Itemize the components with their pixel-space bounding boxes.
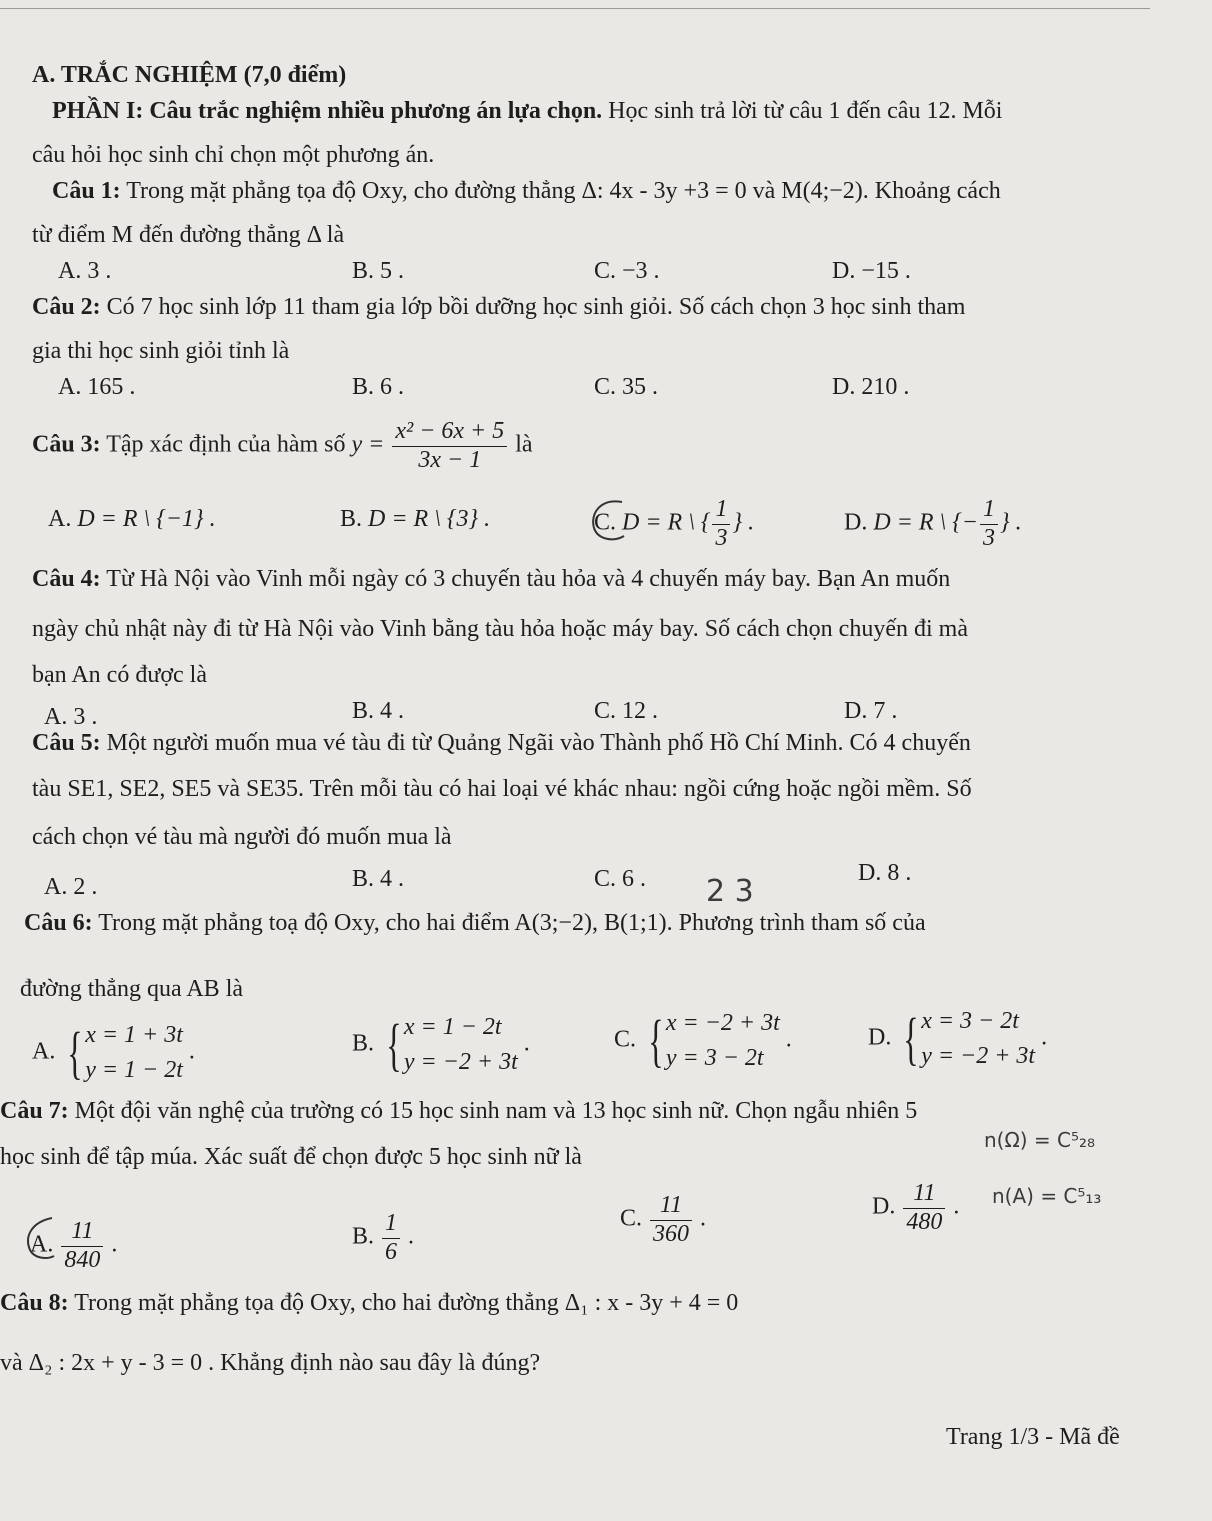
q4-option-b: B. 4 . <box>352 698 405 724</box>
question-2-label: Câu 2: <box>32 294 101 320</box>
brace-icon: { <box>67 1019 83 1085</box>
question-5-text-3: cách chọn vé tàu mà người đó muốn mua là <box>32 824 452 850</box>
q3-option-c-circle-mark <box>586 496 632 546</box>
q3-option-c-pre: D = R \ { <box>622 509 711 536</box>
q6-option-c-system <box>642 1006 780 1076</box>
q3-option-d-label: D. <box>844 509 868 536</box>
q7-option-a-circle-mark <box>20 1214 60 1264</box>
q7-option-b-label: B. <box>352 1223 375 1250</box>
q7-option-a-label: A. <box>30 1231 54 1258</box>
question-8-label: Câu 8: <box>0 1290 69 1316</box>
q7-option-a-fraction <box>61 1218 103 1274</box>
q3-option-d-pre: D = R \ {− <box>873 509 978 536</box>
question-4 <box>32 566 950 593</box>
q3-option-b <box>340 506 490 533</box>
q1-option-b: B. 5 . <box>352 258 405 284</box>
q3-option-b-label: B. <box>340 506 363 532</box>
question-2-text-1: Có 7 học sinh lớp 11 tham gia lớp bồi dưỡng học sinh giỏi. Số cách chọn 3 học sinh tham <box>100 294 966 320</box>
question-3 <box>32 418 533 474</box>
question-4-label: Câu 4: <box>32 566 101 592</box>
q6-option-a: A. { x = 1 + 3t y = 1 − 2t . <box>32 1018 195 1088</box>
q7-option-d: D. $\frac{11}{480}$ . <box>872 1180 960 1235</box>
q7-option-d-label: D. <box>872 1193 896 1220</box>
question-4-text-1: Từ Hà Nội vào Vinh mỗi ngày có 3 chuyến tàu hỏa và 4 chuyến máy bay. Bạn An muốn <box>100 566 951 592</box>
q3-option-c-den: 3 <box>715 524 728 551</box>
page-footer: Trang 1/3 - Mã đề <box>946 1424 1120 1450</box>
q6-option-b-system <box>380 1010 518 1080</box>
q6-option-a-line-2: y = 1 − 2t <box>85 1056 183 1083</box>
q6-option-c-line-1: x = −2 + 3t <box>665 1010 780 1036</box>
q4-option-a: A. 3 . <box>44 704 98 730</box>
question-8-text-2: và Δ₂ : 2x + y - 3 = 0 . Khẳng định nào sau đây là đúng? <box>0 1350 541 1376</box>
question-7-text-2: học sinh để tập múa. Xác suất để chọn được 5 học sinh nữ là <box>0 1144 582 1170</box>
q1-option-a: A. 3 . <box>58 258 112 284</box>
q6-option-d-label: D. <box>868 1024 892 1051</box>
q7-option-b-num: 1 <box>382 1210 400 1239</box>
question-8 <box>0 1290 738 1317</box>
brace-icon: { <box>648 1007 664 1073</box>
q6-option-c-line-2: y = 3 − 2t <box>665 1044 764 1071</box>
q3-option-c-post: } . <box>732 509 755 536</box>
brace-icon: { <box>386 1011 402 1077</box>
q7-option-b-den: 6 <box>385 1238 398 1265</box>
question-3-la: là <box>509 431 533 458</box>
q6-option-d: D. { x = 3 − 2t y = −2 + 3t . <box>868 1004 1047 1074</box>
q5-option-b: B. 4 . <box>352 866 405 892</box>
q6-option-a-system <box>61 1018 183 1088</box>
question-6-text-2: đường thẳng qua AB là <box>20 976 244 1002</box>
q2-option-d: D. 210 . <box>832 374 910 400</box>
q3-option-b-text: D = R \ {3} . <box>368 506 491 532</box>
q7-option-c: C. $\frac{11}{360}$ . <box>620 1192 707 1247</box>
q7-option-a: A. $\frac{11}{840}$ . <box>30 1218 118 1273</box>
question-6 <box>24 910 926 937</box>
question-8-text-1: Trong mặt phẳng tọa độ Oxy, cho hai đường thẳng Δ₁ : x - 3y + 4 = 0 <box>68 1290 739 1316</box>
question-5-text-1: Một người muốn mua vé tàu đi từ Quảng Ngãi vào Thành phố Hồ Chí Minh. Có 4 chuyến <box>100 730 971 756</box>
q7-option-a-num: 11 <box>61 1218 103 1247</box>
q7-option-c-den: 360 <box>653 1220 690 1247</box>
handwritten-n-a: n(A) = C⁵₁₃ <box>992 1184 1102 1208</box>
part-intro-text-2: câu hỏi học sinh chỉ chọn một phương án. <box>32 142 435 168</box>
function-fraction <box>392 418 507 474</box>
q1-option-c: C. −3 . <box>594 258 660 284</box>
q5-option-a: A. 2 . <box>44 874 98 900</box>
q6-option-a-line-1: x = 1 + 3t <box>85 1022 183 1048</box>
question-7-label: Câu 7: <box>0 1098 69 1124</box>
q4-option-c: C. 12 . <box>594 698 659 724</box>
q7-option-c-num: 11 <box>650 1192 692 1221</box>
question-1 <box>52 178 1001 205</box>
q7-option-c-label: C. <box>620 1205 643 1232</box>
q6-option-c: C. { x = −2 + 3t y = 3 − 2t . <box>614 1006 792 1076</box>
question-7 <box>0 1098 917 1125</box>
q6-option-d-line-2: y = −2 + 3t <box>921 1042 1036 1069</box>
question-1-text-2: từ điểm M đến đường thẳng Δ là <box>32 222 345 248</box>
part-intro <box>52 98 1002 125</box>
part-intro-text-1: Học sinh trả lời từ câu 1 đến câu 12. Mỗi <box>602 98 1003 124</box>
q5-option-c: C. 6 . <box>594 866 647 892</box>
q7-option-d-num: 11 <box>903 1180 945 1209</box>
q7-option-c-fraction <box>650 1192 692 1248</box>
q1-option-d: D. −15 . <box>832 258 911 284</box>
question-5-text-2: tàu SE1, SE2, SE5 và SE35. Trên mỗi tàu có hai loại vé khác nhau: ngồi cứng hoặc ngồi mềm. Số <box>32 776 972 802</box>
q3-option-d-post: } . <box>1000 509 1022 536</box>
q6-option-b: B. { x = 1 − 2t y = −2 + 3t . <box>352 1010 530 1080</box>
q6-option-d-line-1: x = 3 − 2t <box>921 1008 1019 1034</box>
q2-option-b: B. 6 . <box>352 374 405 400</box>
section-title: A. TRẮC NGHIỆM (7,0 điểm) <box>32 62 347 88</box>
q7-option-a-den: 840 <box>64 1246 101 1273</box>
q7-option-d-den: 480 <box>906 1208 943 1235</box>
question-6-text-1: Trong mặt phẳng toạ độ Oxy, cho hai điểm A(3;−2), B(1;1). Phương trình tham số của <box>92 910 926 936</box>
q3-option-a-label: A. <box>48 506 72 532</box>
question-4-text-2: ngày chủ nhật này đi từ Hà Nội vào Vinh bằng tàu hỏa hoặc máy bay. Số cách chọn chuyến đi mà <box>32 616 968 642</box>
handwritten-n-omega: n(Ω) = C⁵₂₈ <box>984 1128 1096 1152</box>
q6-option-d-system <box>897 1004 1035 1074</box>
question-1-label: Câu 1: <box>52 178 121 204</box>
q3-option-a <box>48 506 216 533</box>
q3-option-c-num: 1 <box>712 496 730 525</box>
q4-option-d: D. 7 . <box>844 698 898 724</box>
handwritten-marks-23: 2 3 <box>706 874 754 909</box>
q6-option-b-line-1: x = 1 − 2t <box>403 1014 502 1040</box>
question-1-text-1: Trong mặt phẳng tọa độ Oxy, cho đường thẳng Δ: 4x - 3y +3 = 0 và M(4;−2). Khoảng cách <box>120 178 1001 204</box>
question-5 <box>32 730 971 757</box>
q3-option-c-fraction <box>712 496 730 552</box>
question-2 <box>32 294 965 321</box>
question-5-label: Câu 5: <box>32 730 101 756</box>
q2-option-c: C. 35 . <box>594 374 659 400</box>
q7-option-b-fraction <box>382 1210 400 1266</box>
q3-option-d-num: 1 <box>980 496 998 525</box>
question-3-text-1: Tập xác định của hàm số <box>100 431 352 458</box>
question-3-label: Câu 3: <box>32 431 101 458</box>
part-label: PHẦN I: Câu trắc nghiệm nhiều phương án lựa chọn. <box>52 98 603 124</box>
function-y: y = <box>351 431 385 458</box>
q3-option-d <box>844 496 1022 552</box>
q7-option-d-fraction <box>903 1180 945 1236</box>
q6-option-a-label: A. <box>32 1038 56 1065</box>
question-4-text-3: bạn An có được là <box>32 662 207 688</box>
function-numerator: x² − 6x + 5 <box>392 418 507 447</box>
top-rule <box>0 8 1150 9</box>
q5-option-d: D. 8 . <box>858 860 912 886</box>
question-6-label: Câu 6: <box>24 910 93 936</box>
q3-option-d-den: 3 <box>983 524 995 551</box>
function-denominator: 3x − 1 <box>418 446 482 473</box>
question-2-text-2: gia thi học sinh giỏi tỉnh là <box>32 338 290 364</box>
q2-option-a: A. 165 . <box>58 374 136 400</box>
q3-option-c-label: C. <box>594 509 617 536</box>
brace-icon: { <box>903 1005 919 1071</box>
q3-option-d-fraction <box>980 496 998 552</box>
q6-option-c-label: C. <box>614 1026 637 1053</box>
q6-option-b-label: B. <box>352 1030 375 1057</box>
q7-option-b: B. $\frac{1}{6}$ . <box>352 1210 415 1265</box>
q3-option-a-text: D = R \ {−1} . <box>77 506 216 532</box>
q6-option-b-line-2: y = −2 + 3t <box>403 1048 518 1075</box>
question-7-text-1: Một đội văn nghệ của trường có 15 học sinh nam và 13 học sinh nữ. Chọn ngẫu nhiên 5 <box>68 1098 918 1124</box>
